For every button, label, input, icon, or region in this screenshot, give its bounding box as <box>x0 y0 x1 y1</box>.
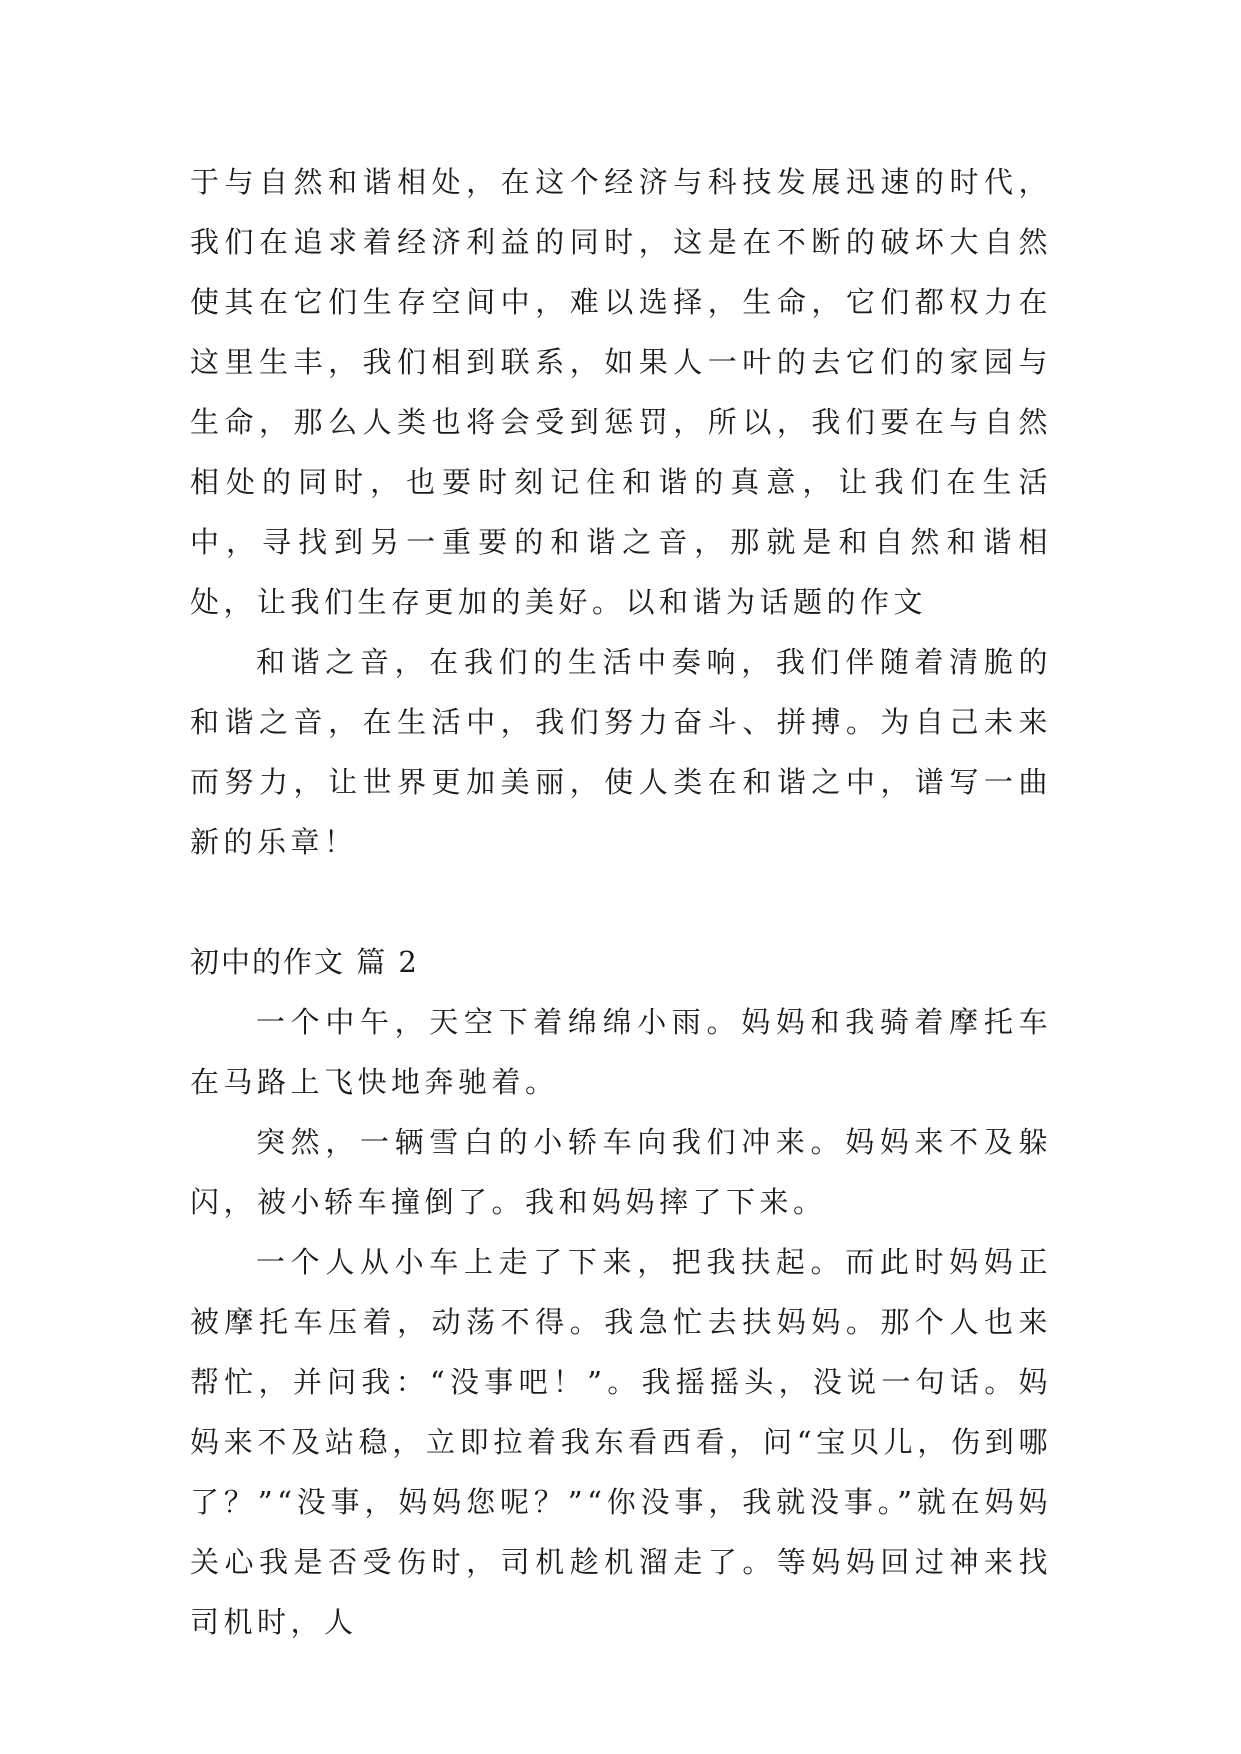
paragraph: 一个中午，天空下着绵绵小雨。妈妈和我骑着摩托车在马路上飞快地奔驰着。 <box>190 1005 1052 1099</box>
paragraph-continued: 于与自然和谐相处，在这个经济与科技发展迅速的时代，我们在追求着经济利益的同时，这是在不断的破坏大自然使其在它们生存空间中，难以选择，生命，它们都权力在这里生丰，我们相到联系，如果人一叶的去它们的家园与生命，那么人类也将会受到惩罚，所以，我们要在与自然相处的同时，也要时刻记住和谐的真意，让我们在生活中，寻找到另一重要的和谐之音，那就是和自然和谐相处，让我们生存更加的美好。以和谐为话题的作文 <box>190 165 1052 619</box>
section-heading: 初中的作文 篇 2 <box>190 945 419 979</box>
paragraph-harmony: 和谐之音，在我们的生活中奏响，我们伴随着清脆的和谐之音，在生活中，我们努力奋斗、拼搏。为自己未来而努力，让世界更加美丽，使人类在和谐之中，谱写一曲新的乐章！ <box>190 645 1052 859</box>
paragraph: 一个人从小车上走了下来，把我扶起。而此时妈妈正被摩托车压着，动荡不得。我急忙去扶妈妈。那个人也来帮忙，并问我：“没事吧！”。我摇摇头，没说一句话。妈妈来不及站稳，立即拉着我东看西看，问“宝贝儿，伤到哪了？”“没事，妈妈您呢？”“你没事，我就没事。”就在妈妈关心我是否受伤时，司机趁机溜走了。等妈妈回过神来找司机时，人 <box>190 1245 1052 1639</box>
paragraph: 突然，一辆雪白的小轿车向我们冲来。妈妈来不及躲闪，被小轿车撞倒了。我和妈妈摔了下来。 <box>190 1125 1052 1219</box>
document-page <box>190 152 1052 1652</box>
